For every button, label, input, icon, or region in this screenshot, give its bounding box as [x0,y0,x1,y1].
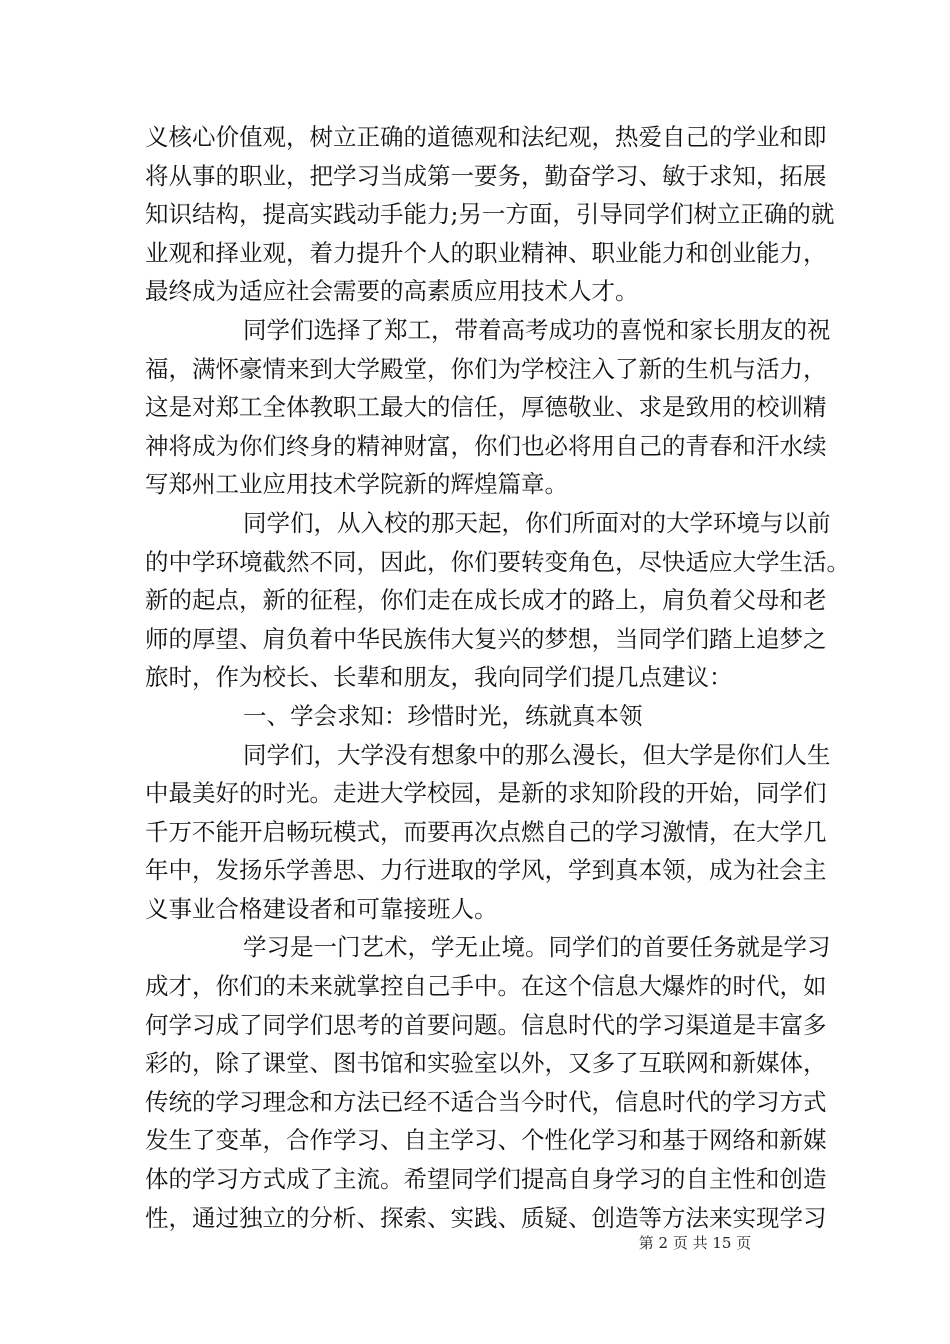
document-body [145,118,850,1237]
text-line: 年中，发扬乐学善思、力行进取的学风，学到真本领，成为社会主 [145,856,827,885]
text-line: 知识结构，提高实践动手能力;另一方面，引导同学们树立正确的就 [145,200,835,229]
text-line: 神将成为你们终身的精神财富，你们也必将用自己的青春和汗水续 [145,431,827,460]
text-line: 业观和择业观，着力提升个人的职业精神、职业能力和创业能力， [145,238,827,267]
text-line: 性，通过独立的分析、探索、实践、质疑、创造等方法来实现学习 [145,1203,827,1232]
text-line: 旅时，作为校长、长辈和朋友，我向同学们提几点建议： [145,663,733,692]
text-line: 千万不能开启畅玩模式，而要再次点燃自己的学习激情，在大学几 [145,817,827,846]
text-line: 一、学会求知：珍惜时光，练就真本领 [243,701,643,730]
text-line: 何学习成了同学们思考的首要问题。信息时代的学习渠道是丰富多 [145,1010,827,1039]
page-number-label: 第 2 页 共 15 页 [638,1234,752,1252]
text-line: 传统的学习理念和方法已经不适合当今时代，信息时代的学习方式 [145,1087,827,1116]
text-line: 发生了变革，合作学习、自主学习、个性化学习和基于网络和新媒 [145,1126,827,1155]
text-line: 这是对郑工全体教职工最大的信任，厚德敬业、求是致用的校训精 [145,393,827,422]
text-line: 义事业合格建设者和可靠接班人。 [145,894,498,923]
text-line: 成才，你们的未来就掌控自己手中。在这个信息大爆炸的时代，如 [145,972,827,1001]
text-line: 将从事的职业，把学习当成第一要务，勤奋学习、敏于求知，拓展 [145,161,827,190]
text-line: 新的起点，新的征程，你们走在成长成才的路上，肩负着父母和老 [145,586,827,615]
text-line: 同学们选择了郑工，带着高考成功的喜悦和家长朋友的祝 [243,315,831,344]
text-line: 学习是一门艺术，学无止境。同学们的首要任务就是学习 [243,933,831,962]
text-line: 的中学环境截然不同，因此，你们要转变角色，尽快适应大学生活。 [145,547,850,576]
text-line: 体的学习方式成了主流。希望同学们提高自身学习的自主性和创造 [145,1165,827,1194]
text-line: 彩的，除了课堂、图书馆和实验室以外，又多了互联网和新媒体， [145,1049,827,1078]
text-line: 最终成为适应社会需要的高素质应用技术人才。 [145,277,639,306]
text-line: 师的厚望、肩负着中华民族伟大复兴的梦想，当同学们踏上追梦之 [145,624,827,653]
text-line: 福，满怀豪情来到大学殿堂，你们为学校注入了新的生机与活力， [145,354,827,383]
text-line: 中最美好的时光。走进大学校园，是新的求知阶段的开始，同学们 [145,779,827,808]
page-number-footer [0,1232,950,1253]
text-line: 同学们，从入校的那天起，你们所面对的大学环境与以前 [243,508,831,537]
text-line: 义核心价值观，树立正确的道德观和法纪观，热爱自己的学业和即 [145,123,827,151]
text-line: 写郑州工业应用技术学院新的辉煌篇章。 [145,470,568,499]
text-line: 同学们，大学没有想象中的那么漫长，但大学是你们人生 [243,740,831,769]
